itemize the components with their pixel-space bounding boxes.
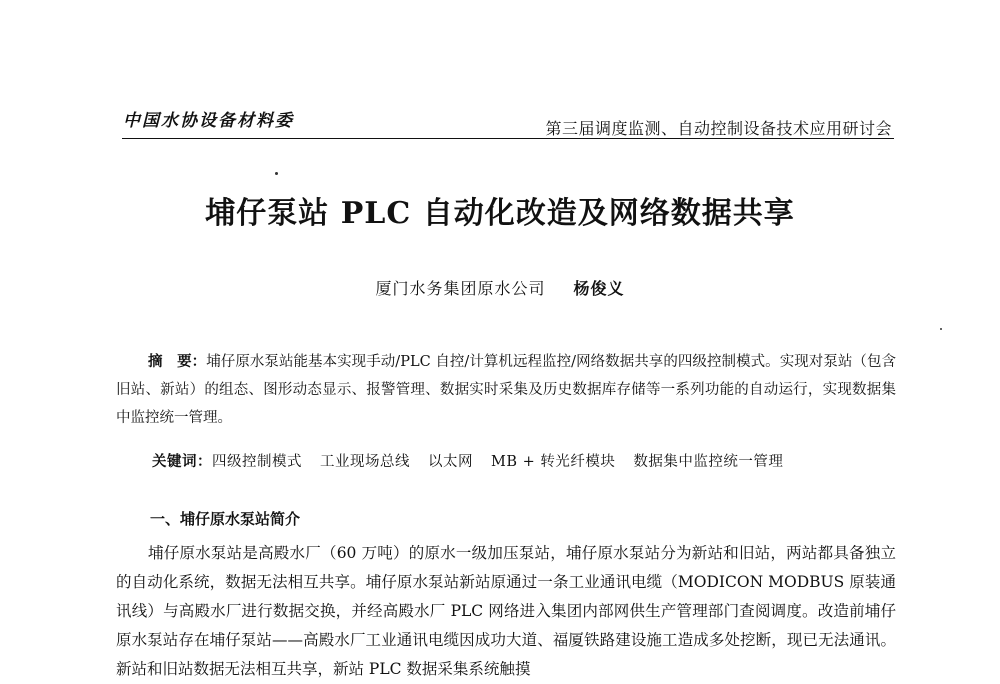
keywords (116, 448, 896, 476)
keyword: 四级控制模式 (212, 454, 302, 470)
journal-header-left: 中国水协设备材料委 (123, 111, 294, 131)
conference-header-right: 第三届调度监测、自动控制设备技术应用研讨会 (545, 119, 892, 138)
keyword: MB + 转光纤模块 (491, 454, 616, 470)
scan-speck (940, 328, 942, 330)
keyword: 工业现场总线 (320, 454, 410, 470)
author-organization: 厦门水务集团原水公司 (375, 279, 546, 298)
scan-speck (275, 172, 278, 175)
abstract-label: 摘 要： (148, 354, 207, 370)
author-name: 杨俊义 (573, 279, 625, 298)
byline (0, 276, 1000, 299)
keyword: 数据集中监控统一管理 (633, 454, 784, 470)
abstract-text: 埔仔原水泵站能基本实现手动/PLC 自控/计算机远程监控/网络数据共享的四级控制模式。实现对泵站（包含旧站、新站）的组态、图形动态显示、报警管理、数据实时采集及历史数据库存储等一系列功能的自动运行，实现数据集中监控统一管理。 (116, 354, 897, 426)
body-paragraph: 埔仔原水泵站是高殿水厂（60 万吨）的原水一级加压泵站，埔仔原水泵站分为新站和旧站，两站都具备独立的自动化系统，数据无法相互共享。埔仔原水泵站新站原通过一条工业通讯电缆（MODICON MODBUS 原装通讯线）与高殿水厂进行数据交换，并经高殿水厂 PLC 网络进入集团内部网供生产管理部门查阅调度。改造前埔仔原水泵站存在埔仔泵站——高殿水厂工业通讯电缆因成功大道、福厦铁路建设施工造成多处挖断，现已无法通讯。新站和旧站数据无法相互共享，新站 PLC 数据采集系统触摸 (116, 544, 896, 678)
abstract (116, 348, 896, 432)
keyword: 以太网 (428, 454, 473, 470)
paper-title: 埔仔泵站 PLC 自动化改造及网络数据共享 (205, 196, 795, 231)
keywords-label: 关键词： (152, 454, 212, 470)
section-heading: 一、埔仔原水泵站简介 (150, 510, 301, 528)
header-divider (122, 138, 894, 139)
